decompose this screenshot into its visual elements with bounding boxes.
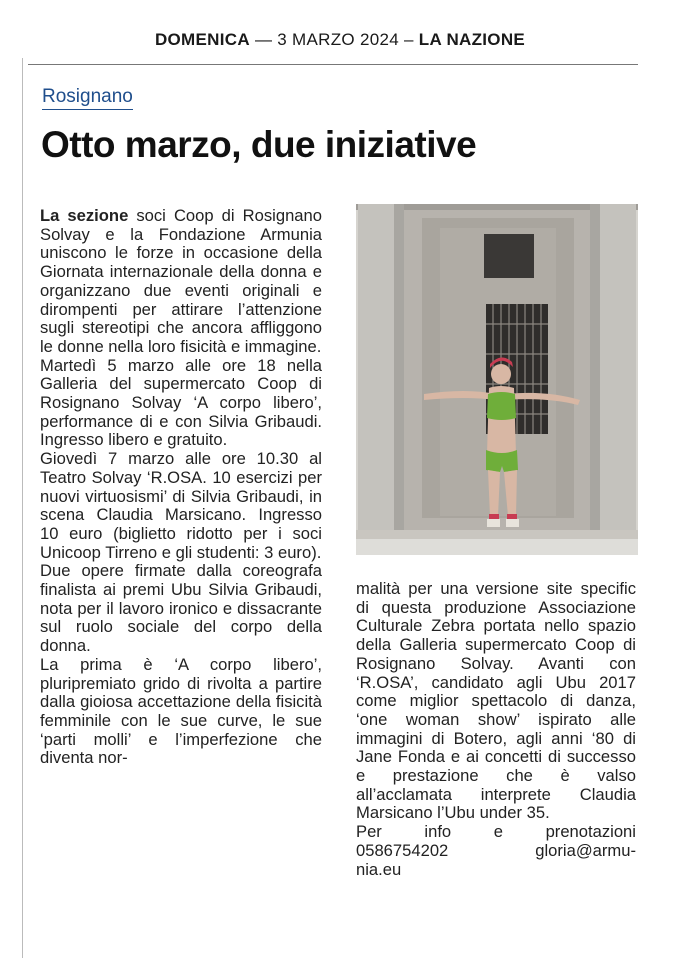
email-start: gloria@armu- [535,840,636,860]
masthead-day: DOMENICA [154,30,250,49]
masthead-dash2: – [404,30,419,49]
paragraph-1 [40,207,322,357]
masthead-dash: — [254,30,278,49]
email-end: nia.eu [356,859,402,879]
dancer-photo [356,204,638,555]
phone-number: 0586754202 [356,840,449,860]
paragraph-3: Giovedì 7 marzo alle ore 10.30 al Teatro Solvay ‘R.OSA. 10 esercizi per nuovi virtuosismi’ di Silvia Gribaudi, in scena Claudia Marsicano. Ingresso 10 euro (biglietto ridotto per i soci Unicoop Tirreno e gli studenti: 3 euro). [40,449,322,562]
paragraph-2: Martedì 5 marzo alle ore 18 nella Galleria del supermercato Coop di Rosignano Solvay ‘A corpo libero’, performance di e con Silvia Gribaudi. Ingresso libero e gratuito. [40,355,322,450]
masthead [0,30,680,50]
paragraph-1-text: soci Coop di Rosignano Solvay e la Fondazione Armunia uniscono le forze in occasione della Giornata internazionale della donna e organizzano due eventi originali e dirompenti per attirare l’attenzione sugli stereotipi che ancora affliggono le donne nella loro fisicità e immagine. [40,206,322,356]
contact-word-4: prenotazioni [545,822,636,842]
headline: Otto marzo, due iniziative [41,124,477,165]
contact-word-1: Per [356,822,382,842]
lead-bold: La sezione [40,206,129,225]
paragraph-4: Due opere firmate dalla coreografa finalista ai premi Ubu Silvia Gribaudi, nota per il lavoro ironico e dissacrante sul ruolo sociale del corpo della donna. [40,561,322,656]
contact-word-3: e [493,822,503,842]
masthead-date: 3 MARZO 2024 [277,30,399,49]
paragraph-5-continued: malità per una versione site specific di questa produzione Associazione Culturale Zebra portata nello spazio della Galleria supermercato Coop di Rosignano Solvay. Avanti con ‘R.OSA’, candidato agli Ubu 2017 come miglior spettacolo di danza, ‘one woman show’ ispirato alle immagini di Botero, agli anni ‘80 di Jane Fonda e ai concetti di successo e prestazione che è valso all’acclamata interprete Claudia Marsicano l’Ubu under 35. [356,579,636,823]
kicker: Rosignano [42,86,133,110]
contact-word-2: info [424,822,452,842]
contact-line-2 [356,842,636,861]
paragraph-5: La prima è ‘A corpo libero’, pluripremiato grido di rivolta a partire dalla gioiosa accettazione della fisicità femminile con le sue curve, le sue ‘parti molli’ e l’imperfezione che diventa nor- [40,654,322,768]
masthead-paper: LA NAZIONE [418,30,526,49]
article-column-2 [356,580,636,879]
top-rule [28,64,638,65]
contact-line [356,823,636,842]
article-column-1 [40,207,322,768]
left-rule [22,58,23,958]
